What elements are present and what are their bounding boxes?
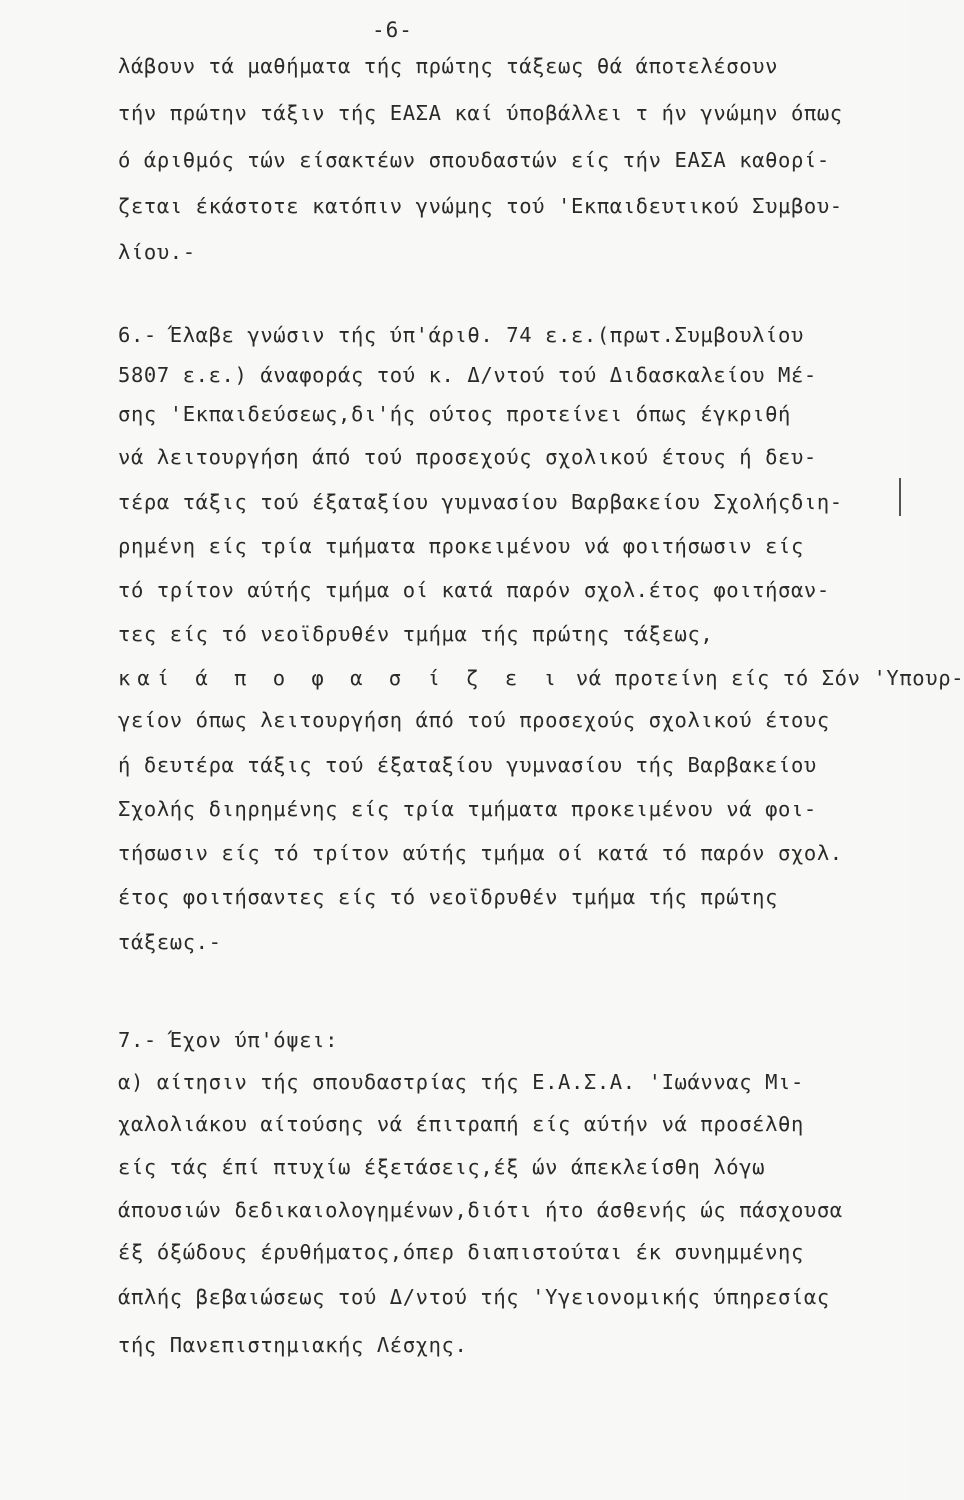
paragraph-7-line: είς τάς έπί πτυχίω έξετάσεις,έξ ών άπεκλείσθη λόγω xyxy=(118,1155,766,1179)
page-number: -6- xyxy=(372,18,413,42)
paragraph-6-decision-line xyxy=(118,668,964,689)
paragraph-5-line: λίου.- xyxy=(118,240,196,264)
paragraph-6-line: έτος φοιτήσαντες είς τό νεοϊδρυθέν τμήμα τής πρώτης xyxy=(118,885,779,909)
paragraph-6-line: τέρα τάξις τού έξαταξίου γυμνασίου Βαρβακείου Σχολήςδιη- xyxy=(118,490,843,514)
paragraph-7-line: άπουσιών δεδικαιολογημένων,διότι ήτο άσθενής ώς πάσχουσα xyxy=(118,1198,843,1222)
paragraph-6-line: τό τρίτον αύτής τμήμα οί κατά παρόν σχολ.έτος φοιτήσαν- xyxy=(118,578,830,602)
paragraph-5-line: ζεται έκάστοτε κατόπιν γνώμης τού 'Εκπαιδευτικού Συμβου- xyxy=(118,194,843,218)
paragraph-5-line: τήν πρώτην τάξιν τής ΕΑΣΑ καί ύποβάλλει τ ήν γνώμην όπως xyxy=(118,101,843,125)
paragraph-5-line: ό άριθμός τών είσακτέων σπουδαστών είς τήν ΕΑΣΑ καθορί- xyxy=(118,148,830,172)
paragraph-6-line: τήσωσιν είς τό τρίτον αύτής τμήμα οί κατά τό παρόν σχολ. xyxy=(118,841,843,865)
paragraph-6-line: νά λειτουργήση άπό τού προσεχούς σχολικού έτους ή δευ- xyxy=(118,445,817,469)
paragraph-6-line: σης 'Εκπαιδεύσεως,δι'ής ούτος προτείνει όπως έγκριθή xyxy=(118,402,791,426)
paragraph-7-line: χαλολιάκου αίτούσης νά έπιτραπή είς αύτήν νά προσέλθη xyxy=(118,1112,804,1136)
paragraph-7-heading: 7.- Έχον ύπ'όψει: xyxy=(118,1028,339,1052)
paragraph-7-line: άπλής βεβαιώσεως τού Δ/ντού τής 'Υγειονομικής ύπηρεσίας xyxy=(118,1285,830,1309)
paragraph-6-line: τες είς τό νεοϊδρυθέν τμήμα τής πρώτης τάξεως, xyxy=(118,622,714,646)
paragraph-7-line: α) αίτησιν τής σπουδαστρίας τής Ε.Α.Σ.Α. 'Ιωάννας Μι- xyxy=(118,1070,804,1094)
paragraph-6-line: γείον όπως λειτουργήση άπό τού προσεχούς σχολικού έτους xyxy=(118,708,830,732)
paragraph-6-line: 6.- Έλαβε γνώσιν τής ύπ'άριθ. 74 ε.ε.(πρωτ.Συμβουλίου xyxy=(118,323,804,347)
paragraph-7-line: τής Πανεπιστημιακής Λέσχης. xyxy=(118,1333,468,1357)
paragraph-6-line: ρημένη είς τρία τμήματα προκειμένου νά φοιτήσωσιν είς xyxy=(118,534,804,558)
paragraph-7-line: έξ όξώδους έρυθήματος,όπερ διαπιστούται έκ συνημμένης xyxy=(118,1240,804,1264)
paragraph-6-line: ή δευτέρα τάξις τού έξαταξίου γυμνασίου τής Βαρβακείου xyxy=(118,753,817,777)
paragraph-6-line: Σχολής διηρημένης είς τρία τμήματα προκειμένου νά φοι- xyxy=(118,797,817,821)
paragraph-5-line: λάβουν τά μαθήματα τής πρώτης τάξεως θά άποτελέσουν xyxy=(118,54,779,78)
scan-edge-mark xyxy=(899,478,901,516)
decision-verb: καί ά π ο φ α σ ί ζ ε ι xyxy=(118,666,563,690)
paragraph-6-line: τάξεως.- xyxy=(118,930,222,954)
paragraph-6-line: 5807 ε.ε.) άναφοράς τού κ. Δ/ντού τού Διδασκαλείου Μέ- xyxy=(118,363,817,387)
decision-text: νά προτείνη είς τό Σόν 'Υπουρ- xyxy=(562,666,964,690)
